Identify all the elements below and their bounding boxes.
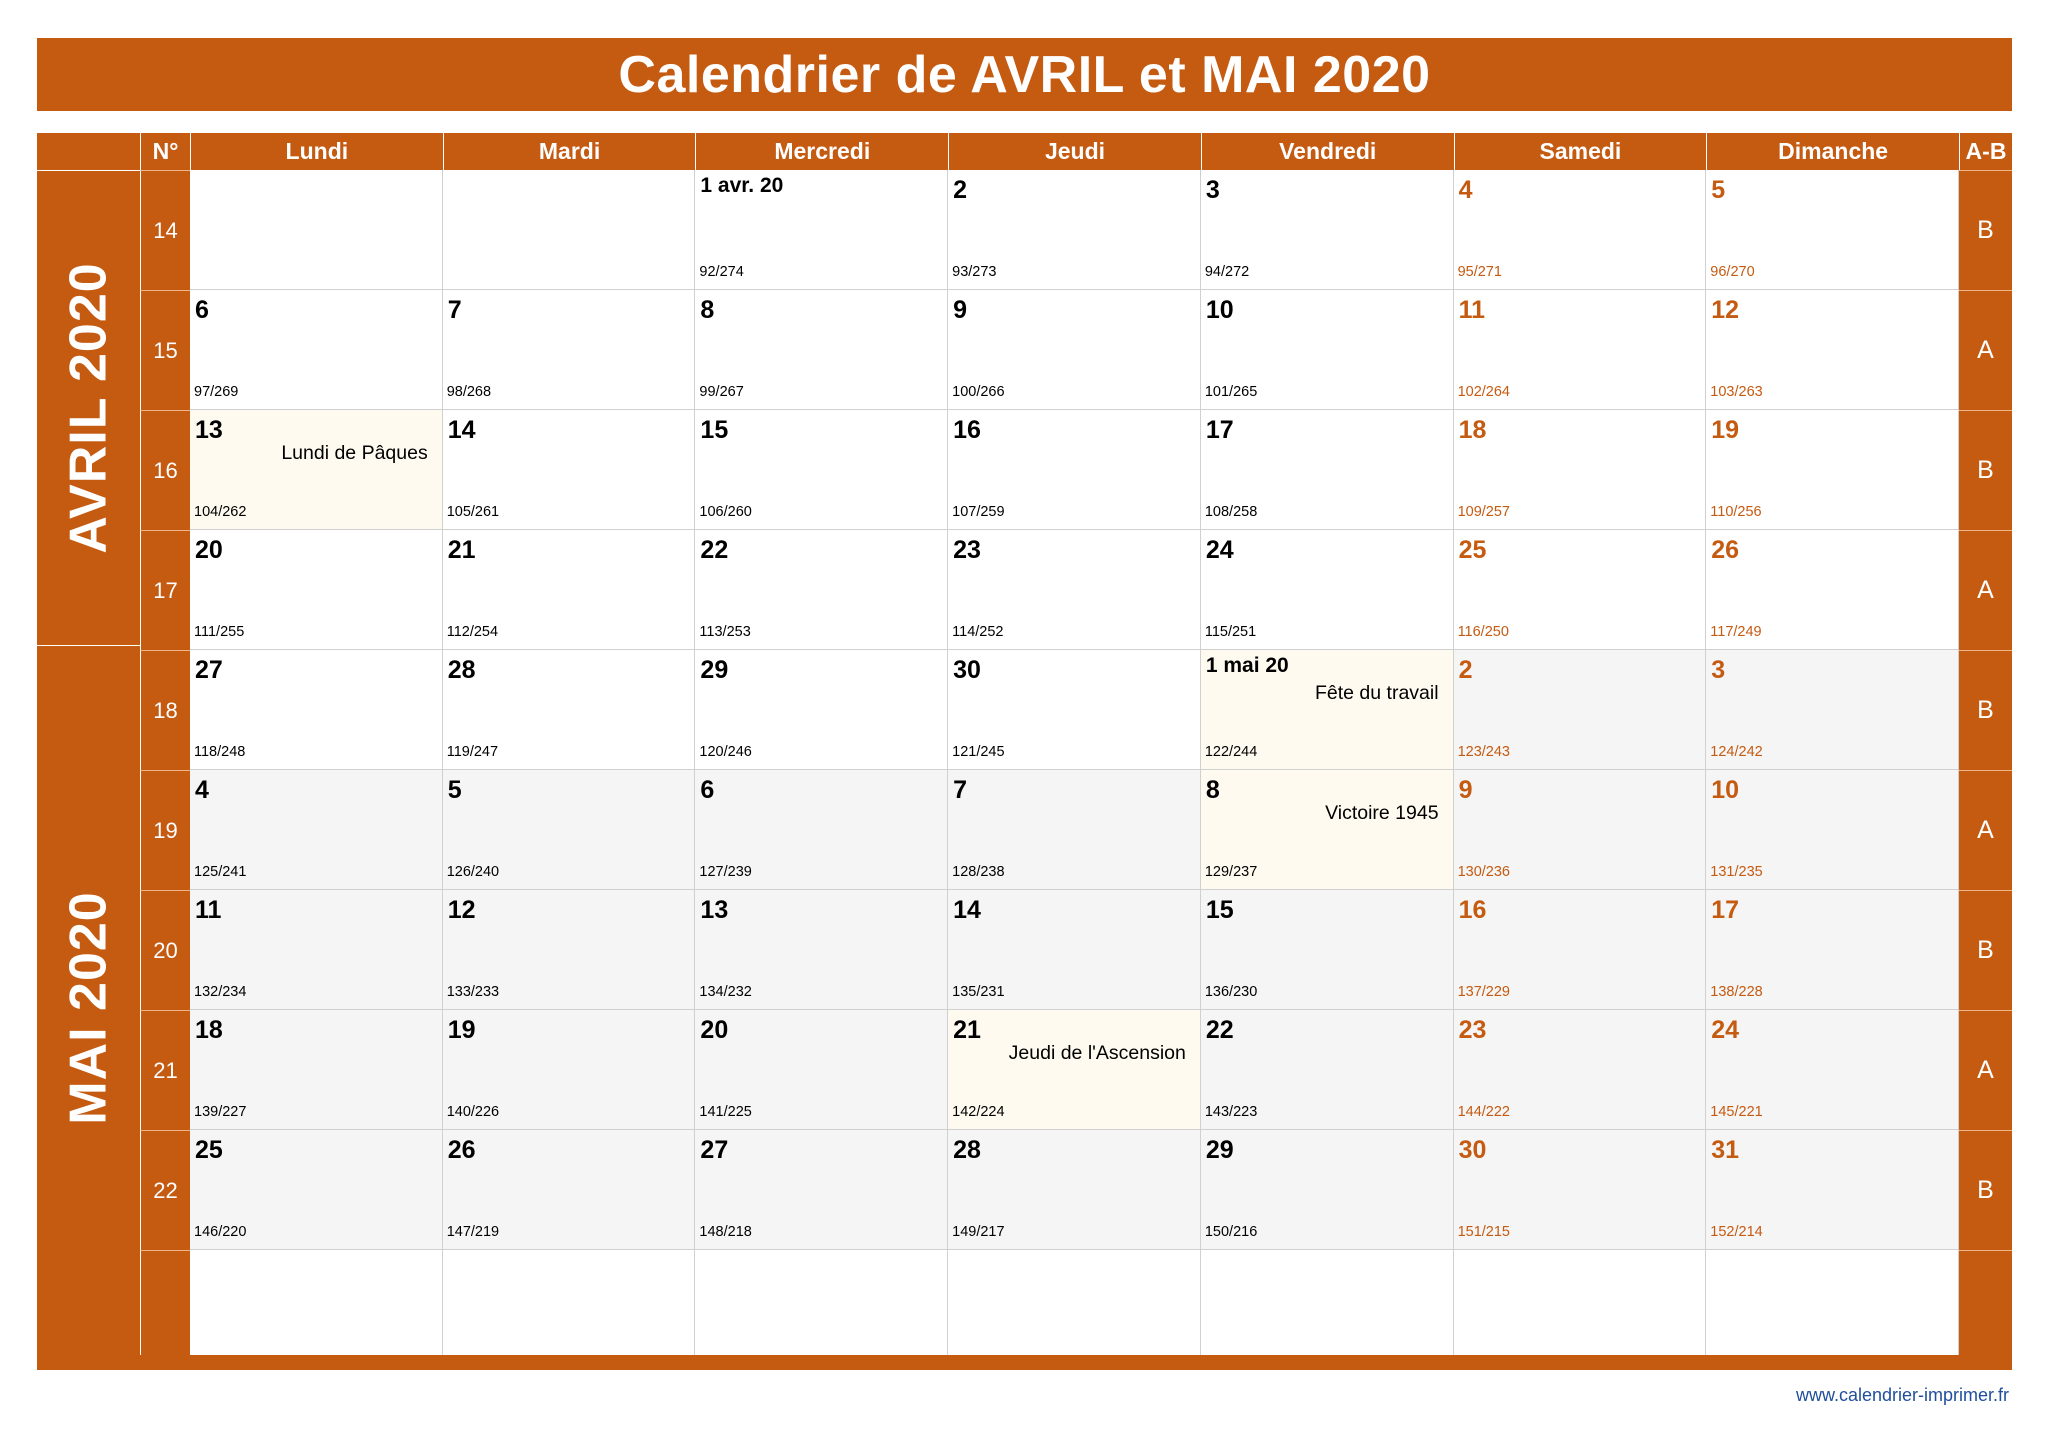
- day-of-year: 124/242: [1710, 744, 1763, 760]
- day-number: 26: [1711, 536, 1740, 564]
- day-of-year: 142/224: [952, 1104, 1005, 1120]
- day-number: 18: [1458, 416, 1487, 444]
- day-number: 25: [195, 1136, 223, 1164]
- day-of-year: 147/219: [446, 1224, 500, 1240]
- day-number: 4: [1458, 176, 1473, 204]
- day-cell[interactable]: [695, 170, 948, 290]
- day-cell[interactable]: [190, 170, 443, 290]
- day-of-year: 117/249: [1710, 624, 1762, 640]
- week-number: 21: [140, 1010, 190, 1130]
- holiday-label: Fête du travail: [1314, 682, 1439, 704]
- day-cell[interactable]: [948, 1010, 1201, 1130]
- day-of-year: 140/226: [446, 1104, 500, 1120]
- ab-week-letter: B: [1959, 410, 2012, 530]
- day-cell[interactable]: [443, 170, 696, 290]
- day-cell[interactable]: [1201, 290, 1454, 410]
- day-of-year: 104/262: [194, 504, 247, 520]
- ab-week-letter: B: [1959, 170, 2012, 290]
- day-number: 20: [700, 1016, 729, 1044]
- day-cell[interactable]: [1706, 1250, 1959, 1370]
- day-cell[interactable]: [1201, 1130, 1454, 1250]
- day-number: 27: [195, 656, 223, 684]
- day-of-year: 120/246: [699, 744, 752, 760]
- day-number: 21: [447, 536, 476, 564]
- ab-week-letter: A: [1959, 770, 2012, 890]
- day-of-year: 102/264: [1457, 384, 1510, 400]
- day-of-year: 103/263: [1710, 384, 1763, 400]
- holiday-label: Victoire 1945: [1325, 802, 1439, 824]
- day-cell[interactable]: [190, 1130, 443, 1250]
- day-of-year: 114/252: [952, 624, 1004, 640]
- day-number: 19: [447, 1016, 476, 1044]
- day-cell[interactable]: [948, 170, 1201, 290]
- day-of-year: 148/218: [699, 1224, 752, 1240]
- day-of-year: 95/271: [1457, 264, 1502, 280]
- week-number: 22: [140, 1130, 190, 1250]
- day-number: 16: [1458, 896, 1487, 924]
- day-cell[interactable]: [948, 890, 1201, 1010]
- day-of-year: 105/261: [446, 504, 500, 520]
- day-of-year: 149/217: [952, 1224, 1005, 1240]
- day-of-year: 136/230: [1204, 984, 1258, 1000]
- day-number: 23: [1458, 1016, 1487, 1044]
- day-number: 13: [700, 896, 729, 924]
- day-number: 9: [953, 296, 968, 324]
- day-number: 24: [1711, 1016, 1740, 1044]
- day-number: 30: [953, 656, 981, 684]
- day-cell[interactable]: [1454, 770, 1707, 890]
- week-number: 15: [140, 290, 190, 410]
- day-cell[interactable]: [190, 290, 443, 410]
- day-of-year: 98/268: [446, 384, 492, 400]
- week-number: [140, 1250, 190, 1370]
- day-number: 8: [700, 296, 715, 324]
- day-number: 24: [1205, 536, 1234, 564]
- holiday-label: Lundi de Pâques: [281, 442, 428, 464]
- day-number: 1 avr. 20: [700, 174, 784, 197]
- header-day: Jeudi: [948, 133, 1201, 170]
- month-label-april-text: AVRIL 2020: [59, 262, 118, 554]
- day-cell[interactable]: [695, 1130, 948, 1250]
- day-of-year: 145/221: [1710, 1104, 1763, 1120]
- day-of-year: 152/214: [1710, 1224, 1763, 1240]
- day-number: 15: [1205, 896, 1234, 924]
- day-number: 23: [953, 536, 981, 564]
- day-cell[interactable]: [695, 1250, 948, 1370]
- day-number: 16: [953, 416, 981, 444]
- header-day: Vendredi: [1201, 133, 1454, 170]
- day-of-year: 132/234: [194, 984, 247, 1000]
- day-cell[interactable]: [1454, 530, 1707, 650]
- day-number: 19: [1711, 416, 1740, 444]
- day-cell[interactable]: [443, 890, 696, 1010]
- day-number: 28: [953, 1136, 981, 1164]
- header-week-number: N°: [140, 133, 190, 170]
- day-cell[interactable]: [1706, 290, 1959, 410]
- day-number: 15: [700, 416, 729, 444]
- day-number: 7: [447, 296, 462, 324]
- header-day: Mardi: [443, 133, 696, 170]
- day-number: 10: [1205, 296, 1234, 324]
- day-of-year: 100/266: [952, 384, 1005, 400]
- holiday-label: Jeudi de l'Ascension: [1008, 1042, 1186, 1064]
- day-cell[interactable]: [1706, 650, 1959, 770]
- day-number: 7: [953, 776, 968, 804]
- day-of-year: 93/273: [952, 264, 997, 280]
- day-cell[interactable]: [190, 1010, 443, 1130]
- day-of-year: 138/228: [1710, 984, 1763, 1000]
- day-cell[interactable]: [1201, 410, 1454, 530]
- day-of-year: 129/237: [1204, 864, 1258, 880]
- week-number: 18: [140, 650, 190, 770]
- day-of-year: 130/236: [1457, 864, 1510, 880]
- day-cell[interactable]: [1454, 170, 1707, 290]
- day-number: 26: [447, 1136, 476, 1164]
- day-number: 4: [195, 776, 209, 804]
- day-number: 27: [700, 1136, 729, 1164]
- month-label-may-text: MAI 2020: [59, 891, 118, 1125]
- day-number: 31: [1711, 1136, 1740, 1164]
- day-cell[interactable]: [695, 1010, 948, 1130]
- week-number: 16: [140, 410, 190, 530]
- day-of-year: 125/241: [194, 864, 247, 880]
- day-of-year: 108/258: [1204, 504, 1258, 520]
- day-cell[interactable]: [443, 1010, 696, 1130]
- day-cell[interactable]: [190, 1250, 443, 1370]
- day-cell[interactable]: [1454, 1010, 1707, 1130]
- website-link[interactable]: www.calendrier-imprimer.fr: [1795, 1385, 2009, 1405]
- day-number: 6: [195, 296, 209, 324]
- day-of-year: 121/245: [952, 744, 1005, 760]
- day-of-year: 106/260: [699, 504, 752, 520]
- day-number: 25: [1458, 536, 1487, 564]
- header-day: Lundi: [190, 133, 443, 170]
- day-cell[interactable]: [1201, 530, 1454, 650]
- day-cell[interactable]: [1201, 890, 1454, 1010]
- day-cell[interactable]: [443, 1250, 696, 1370]
- day-cell[interactable]: [190, 650, 443, 770]
- week-number: 19: [140, 770, 190, 890]
- calendar-grid: [37, 133, 2012, 1370]
- day-cell[interactable]: [190, 890, 443, 1010]
- day-of-year: 118/248: [194, 744, 246, 760]
- day-of-year: 143/223: [1204, 1104, 1258, 1120]
- day-cell[interactable]: [948, 1130, 1201, 1250]
- day-cell[interactable]: [1454, 410, 1707, 530]
- ab-week-letter: B: [1959, 890, 2012, 1010]
- day-of-year: 141/225: [699, 1104, 752, 1120]
- day-number: 10: [1711, 776, 1740, 804]
- day-number: 12: [447, 896, 476, 924]
- day-number: 20: [195, 536, 223, 564]
- day-cell[interactable]: [948, 410, 1201, 530]
- day-number: 12: [1711, 296, 1740, 324]
- ab-week-letter: B: [1959, 1130, 2012, 1250]
- day-of-year: 134/232: [699, 984, 752, 1000]
- day-cell[interactable]: [1706, 410, 1959, 530]
- day-cell[interactable]: [1201, 170, 1454, 290]
- day-cell[interactable]: [1201, 770, 1454, 890]
- day-of-year: 99/267: [699, 384, 744, 400]
- day-of-year: 122/244: [1204, 744, 1258, 760]
- day-number: 14: [953, 896, 981, 924]
- day-of-year: 109/257: [1457, 504, 1510, 520]
- ab-week-letter: A: [1959, 530, 2012, 650]
- day-of-year: 137/229: [1457, 984, 1510, 1000]
- day-cell[interactable]: [1706, 1130, 1959, 1250]
- day-number: 2: [953, 176, 968, 204]
- day-cell[interactable]: [190, 530, 443, 650]
- ab-week-letter: [1959, 1250, 2012, 1370]
- day-of-year: 112/254: [446, 624, 499, 640]
- day-cell[interactable]: [1201, 1250, 1454, 1370]
- day-of-year: 123/243: [1457, 744, 1510, 760]
- day-number: 17: [1205, 416, 1234, 444]
- footer-bar: [37, 1355, 2012, 1370]
- day-of-year: 97/269: [194, 384, 239, 400]
- day-number: 11: [195, 896, 222, 924]
- day-cell[interactable]: [1454, 650, 1707, 770]
- day-number: 6: [700, 776, 715, 804]
- day-cell[interactable]: [948, 650, 1201, 770]
- day-cell[interactable]: [948, 1250, 1201, 1370]
- day-of-year: 128/238: [952, 864, 1005, 880]
- day-number: 22: [700, 536, 729, 564]
- day-of-year: 119/247: [446, 744, 499, 760]
- day-of-year: 133/233: [446, 984, 500, 1000]
- month-label-may: [37, 645, 140, 1370]
- ab-week-letter: B: [1959, 650, 2012, 770]
- day-cell[interactable]: [1454, 1250, 1707, 1370]
- header-day: Samedi: [1454, 133, 1707, 170]
- day-number: 18: [195, 1016, 223, 1044]
- day-number: 29: [1205, 1136, 1234, 1164]
- day-number: 5: [447, 776, 462, 804]
- day-number: 29: [700, 656, 729, 684]
- day-of-year: 101/265: [1204, 384, 1258, 400]
- day-of-year: 139/227: [194, 1104, 247, 1120]
- day-number: 8: [1205, 776, 1220, 804]
- day-cell[interactable]: [695, 650, 948, 770]
- day-cell[interactable]: [1201, 1010, 1454, 1130]
- day-cell[interactable]: [443, 410, 696, 530]
- day-cell[interactable]: [695, 410, 948, 530]
- day-of-year: 127/239: [699, 864, 752, 880]
- day-of-year: 144/222: [1457, 1104, 1510, 1120]
- day-number: 22: [1205, 1016, 1234, 1044]
- day-cell[interactable]: [948, 290, 1201, 410]
- day-of-year: 115/251: [1204, 624, 1257, 640]
- day-of-year: 146/220: [194, 1224, 247, 1240]
- day-cell[interactable]: [948, 530, 1201, 650]
- day-of-year: 116/250: [1457, 624, 1509, 640]
- day-cell[interactable]: [443, 1130, 696, 1250]
- day-number: 1 mai 20: [1205, 654, 1289, 677]
- header-day: Dimanche: [1706, 133, 1959, 170]
- day-cell[interactable]: [1454, 1130, 1707, 1250]
- day-cell[interactable]: [695, 290, 948, 410]
- day-cell[interactable]: [190, 410, 443, 530]
- day-cell[interactable]: [1454, 890, 1707, 1010]
- day-number: 3: [1205, 176, 1220, 204]
- day-of-year: 131/235: [1710, 864, 1763, 880]
- day-number: 5: [1711, 176, 1726, 204]
- ab-week-letter: A: [1959, 290, 2012, 410]
- week-number: 17: [140, 530, 190, 650]
- day-cell[interactable]: [443, 770, 696, 890]
- day-cell[interactable]: [1706, 530, 1959, 650]
- day-number: 11: [1458, 296, 1485, 324]
- header-day: Mercredi: [695, 133, 948, 170]
- day-of-year: 135/231: [952, 984, 1005, 1000]
- day-cell[interactable]: [695, 890, 948, 1010]
- day-of-year: 113/253: [699, 624, 751, 640]
- month-label-april: [37, 170, 140, 645]
- day-number: 2: [1458, 656, 1473, 684]
- day-number: 9: [1458, 776, 1473, 804]
- day-number: 30: [1458, 1136, 1487, 1164]
- day-of-year: 150/216: [1204, 1224, 1258, 1240]
- week-number: 20: [140, 890, 190, 1010]
- day-cell[interactable]: [1201, 650, 1454, 770]
- day-of-year: 96/270: [1710, 264, 1755, 280]
- day-cell[interactable]: [1706, 890, 1959, 1010]
- page-title: Calendrier de AVRIL et MAI 2020: [37, 38, 2012, 111]
- day-number: 3: [1711, 656, 1726, 684]
- header-ab: A-B: [1959, 133, 2012, 170]
- day-cell[interactable]: [1454, 290, 1707, 410]
- day-of-year: 126/240: [446, 864, 500, 880]
- day-cell[interactable]: [1706, 170, 1959, 290]
- day-number: 13: [195, 416, 223, 444]
- day-of-year: 94/272: [1204, 264, 1250, 280]
- day-number: 28: [447, 656, 476, 684]
- day-of-year: 151/215: [1457, 1224, 1510, 1240]
- day-number: 17: [1711, 896, 1740, 924]
- day-of-year: 107/259: [952, 504, 1005, 520]
- day-number: 14: [447, 416, 476, 444]
- day-cell[interactable]: [443, 530, 696, 650]
- day-of-year: 111/255: [194, 624, 245, 640]
- week-number: 14: [140, 170, 190, 290]
- day-cell[interactable]: [190, 770, 443, 890]
- day-cell[interactable]: [1706, 770, 1959, 890]
- day-of-year: 92/274: [699, 264, 744, 280]
- day-cell[interactable]: [948, 770, 1201, 890]
- day-cell[interactable]: [443, 650, 696, 770]
- ab-week-letter: A: [1959, 1010, 2012, 1130]
- day-number: 21: [953, 1016, 981, 1044]
- day-of-year: 110/256: [1710, 504, 1762, 520]
- day-cell[interactable]: [695, 530, 948, 650]
- day-cell[interactable]: [695, 770, 948, 890]
- day-cell[interactable]: [443, 290, 696, 410]
- day-cell[interactable]: [1706, 1010, 1959, 1130]
